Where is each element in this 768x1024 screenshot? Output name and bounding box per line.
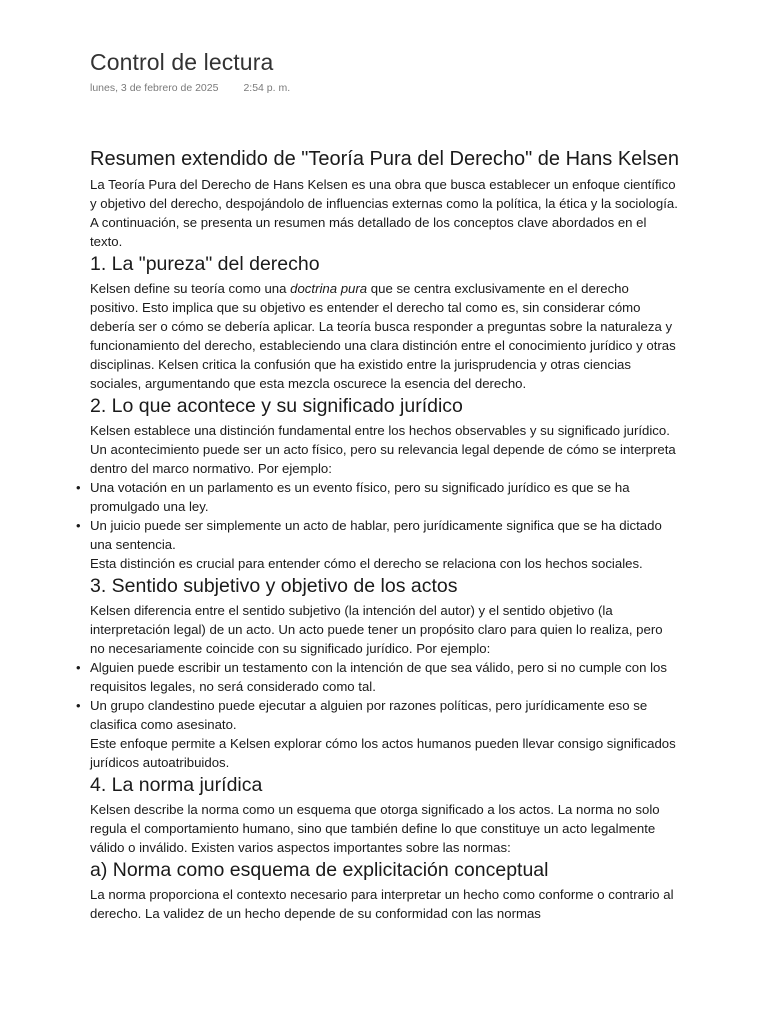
intro-paragraph: La Teoría Pura del Derecho de Hans Kelsen es una obra que busca establecer un enfoque científico y objetivo del derecho, despojándolo de influencias externas como la política, la ética y la sociología. A continuación, se presenta un resumen más detallado de los conceptos clave abordados en el texto. xyxy=(90,177,678,249)
section-heading: 2. Lo que acontece y su significado jurídico xyxy=(90,395,463,417)
section-paragraph: Kelsen establece una distinción fundamental entre los hechos observables y su significado jurídico. Un acontecimiento puede ser un acto físico, pero su relevancia legal depende de cómo se interpreta dentro del marco normativo. Por ejemplo: xyxy=(90,423,676,476)
list-item: • Un grupo clandestino puede ejecutar a alguien por razones políticas, pero jurídicamente eso se clasifica como asesinato. xyxy=(90,696,680,734)
list-item: • Una votación en un parlamento es un evento físico, pero su significado jurídico es que se ha promulgado una ley. xyxy=(90,478,680,516)
section-heading: 1. La "pureza" del derecho xyxy=(90,253,320,275)
bullet-list xyxy=(90,478,680,554)
note-body[interactable] xyxy=(90,146,680,923)
page-timestamp xyxy=(90,81,680,95)
section-paragraph xyxy=(90,279,680,393)
list-item: • Un juicio puede ser simplemente un acto de hablar, pero jurídicamente significa que se ha dictado una sentencia. xyxy=(90,516,680,554)
page-time: 2:54 p. m. xyxy=(243,82,291,94)
section-paragraph: La norma proporciona el contexto necesario para interpretar un hecho como conforme o contrario al derecho. La validez de un hecho depende de su conformidad con las normas xyxy=(90,887,674,921)
section-heading: 3. Sentido subjetivo y objetivo de los actos xyxy=(90,575,458,597)
section-paragraph: Este enfoque permite a Kelsen explorar cómo los actos humanos pueden llevar consigo significados jurídicos autoatribuidos. xyxy=(90,736,676,770)
bullet-list xyxy=(90,658,680,734)
section-heading: 4. La norma jurídica xyxy=(90,774,263,796)
paragraph-text: que se centra exclusivamente en el derecho positivo. Esto implica que su objetivo es entender el derecho tal como es, sin considerar cómo debería ser o cómo se debería aplicar. La teoría busca responder a preguntas sobre la naturaleza y funcionamiento del derecho, estableciendo una clara distinción entre el conocimiento jurídico y otras disciplinas. Kelsen critica la confusión que ha existido entre la jurisprudencia y otras ciencias sociales, argumentando que esta mezcla oscurece la esencia del derecho. xyxy=(90,281,676,391)
document-title: Resumen extendido de "Teoría Pura del Derecho" de Hans Kelsen xyxy=(90,148,679,170)
note-page xyxy=(90,46,680,923)
emphasis-text: doctrina pura xyxy=(290,281,368,296)
subsection-heading: a) Norma como esquema de explicitación conceptual xyxy=(90,859,549,881)
section-paragraph: Kelsen describe la norma como un esquema que otorga significado a los actos. La norma no solo regula el comportamiento humano, sino que también define lo que constituye un acto legalmente válido o inválido. Existen varios aspectos importantes sobre las normas: xyxy=(90,802,660,855)
paragraph-text: Kelsen define su teoría como una xyxy=(90,281,291,296)
list-item: • Alguien puede escribir un testamento con la intención de que sea válido, pero si no cumple con los requisitos legales, no será considerado como tal. xyxy=(90,658,680,696)
section-paragraph: Esta distinción es crucial para entender cómo el derecho se relaciona con los hechos sociales. xyxy=(90,556,643,571)
section-paragraph: Kelsen diferencia entre el sentido subjetivo (la intención del autor) y el sentido objetivo (la interpretación legal) de un acto. Un acto puede tener un propósito claro para quien lo realiza, pero no necesariamente coincide con su significado jurídico. Por ejemplo: xyxy=(90,603,663,656)
page-date: lunes, 3 de febrero de 2025 xyxy=(90,82,219,94)
page-title[interactable]: Control de lectura xyxy=(90,49,274,75)
